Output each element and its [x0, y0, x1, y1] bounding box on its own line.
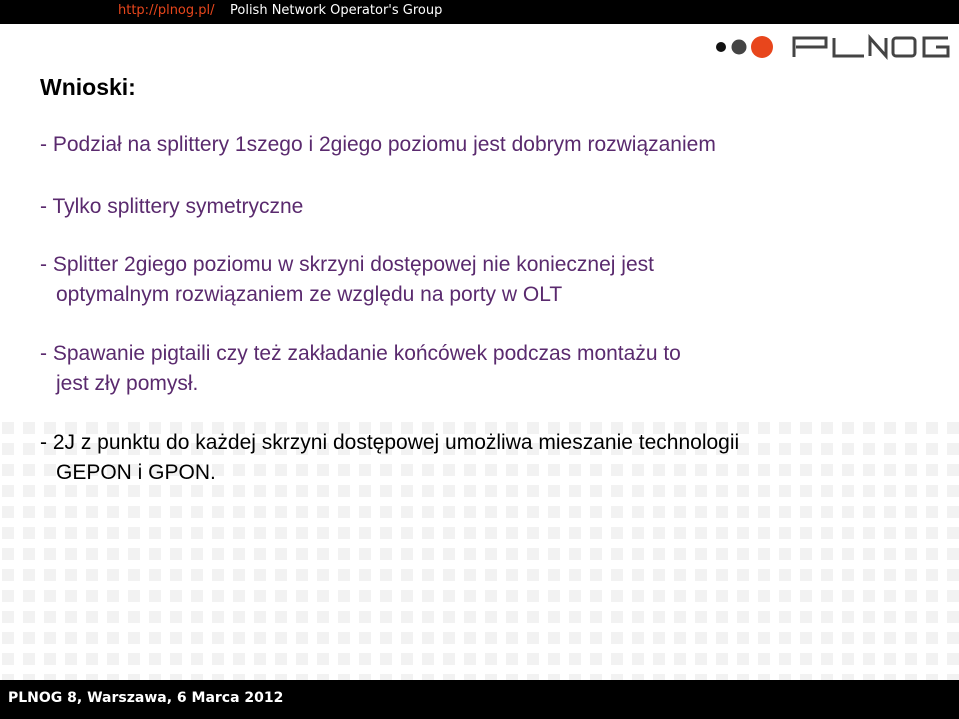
footer-text: PLNOG 8, Warszawa, 6 Marca 2012 — [8, 690, 284, 706]
org-name: Polish Network Operator's Group — [230, 3, 443, 18]
bullet-3 — [40, 250, 654, 310]
logo-dot-small — [716, 42, 726, 52]
slide-heading: Wnioski: — [40, 74, 136, 100]
bullet-line: jest zły pomysł. — [56, 372, 199, 395]
bullet-line: - 2J z punktu do każdej skrzyni dostępowej umożliwa mieszanie technologii — [40, 431, 740, 454]
plnog-logo — [714, 32, 954, 62]
bullet-line: - Tylko splittery symetryczne — [40, 195, 304, 218]
bullet-4 — [40, 339, 681, 399]
bullet-line: GEPON i GPON. — [56, 461, 216, 484]
bullet-line: - Spawanie pigtaili czy też zakładanie końcówek podczas montażu to — [40, 342, 681, 365]
bullet-line: - Splitter 2giego poziomu w skrzyni dostępowej nie koniecznej jest — [40, 253, 654, 276]
bullet-5 — [40, 428, 739, 488]
top-bar — [0, 0, 959, 24]
bullet-2 — [40, 192, 303, 222]
logo-wordmark — [794, 38, 948, 57]
logo-dot-medium — [732, 40, 747, 55]
site-url[interactable]: http://plnog.pl/ — [118, 3, 215, 18]
bullet-line: - Podział na splittery 1szego i 2giego poziomu jest dobrym rozwiązaniem — [40, 133, 716, 156]
bullet-line: optymalnym rozwiązaniem ze względu na porty w OLT — [56, 283, 563, 306]
logo-dot-large — [751, 36, 773, 58]
bullet-1 — [40, 130, 716, 160]
footer-bar — [0, 680, 959, 719]
